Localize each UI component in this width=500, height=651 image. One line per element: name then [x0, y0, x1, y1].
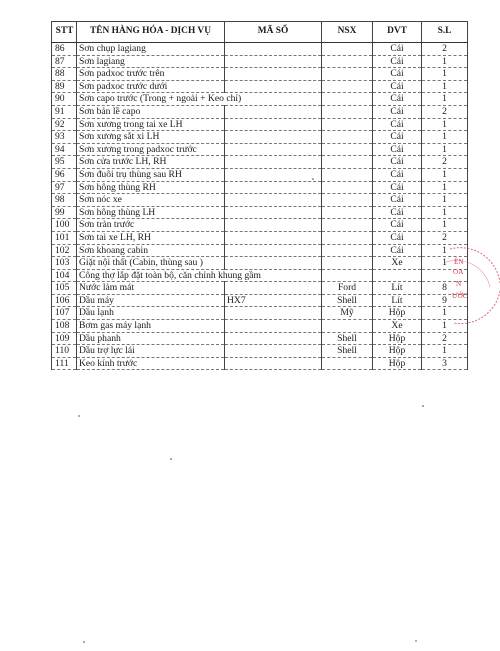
cell-sl: 1 [422, 55, 468, 68]
cell-stt: 111 [52, 357, 77, 370]
table-row [52, 80, 468, 93]
cell-code [225, 357, 322, 370]
table-row [52, 143, 468, 156]
cell-code [225, 206, 322, 219]
cell-sl: 1 [422, 168, 468, 181]
scan-speck [83, 641, 85, 643]
cell-name: Sơn lagiang [77, 55, 225, 68]
cell-nsx [322, 118, 373, 131]
items-table-body [52, 43, 468, 370]
cell-sl: 2 [422, 105, 468, 118]
cell-nsx [322, 156, 373, 169]
cell-name: Sơn nóc xe [77, 194, 225, 207]
cell-name: Sơn hông thùng LH [77, 206, 225, 219]
cell-dvt: Cái [373, 80, 422, 93]
cell-code [225, 80, 322, 93]
cell-stt: 86 [52, 43, 77, 56]
cell-dvt: Hộp [373, 332, 422, 345]
cell-stt: 94 [52, 143, 77, 156]
table-row [52, 55, 468, 68]
table-row [52, 118, 468, 131]
table-row [52, 219, 468, 232]
cell-dvt: Lít [373, 282, 422, 295]
cell-nsx [322, 80, 373, 93]
table-row [52, 43, 468, 56]
cell-stt: 107 [52, 307, 77, 320]
cell-stt: 87 [52, 55, 77, 68]
cell-code [225, 320, 322, 333]
cell-dvt: Cái [373, 93, 422, 106]
cell-stt: 95 [52, 156, 77, 169]
cell-name: Sơn tai xe LH, RH [77, 231, 225, 244]
cell-stt: 97 [52, 181, 77, 194]
table-row [52, 257, 468, 270]
cell-stt: 100 [52, 219, 77, 232]
cell-nsx [322, 105, 373, 118]
cell-stt: 110 [52, 345, 77, 358]
header-row [52, 22, 468, 43]
scan-speck [312, 178, 314, 180]
cell-dvt: Cái [373, 43, 422, 56]
cell-code [225, 156, 322, 169]
cell-dvt: Cái [373, 244, 422, 257]
cell-nsx [322, 269, 373, 282]
cell-sl: 1 [422, 219, 468, 232]
cell-stt: 109 [52, 332, 77, 345]
cell-sl [422, 269, 468, 282]
table-row [52, 345, 468, 358]
cell-nsx [322, 219, 373, 232]
cell-dvt: Hộp [373, 357, 422, 370]
cell-stt: 99 [52, 206, 77, 219]
cell-sl: 9 [422, 294, 468, 307]
table-row [52, 320, 468, 333]
cell-sl: 2 [422, 43, 468, 56]
cell-dvt: Cái [373, 68, 422, 81]
cell-sl: 1 [422, 118, 468, 131]
header-code: MÃ SỐ [225, 22, 322, 43]
cell-dvt: Cái [373, 168, 422, 181]
cell-sl: 2 [422, 332, 468, 345]
cell-code [225, 55, 322, 68]
stamp-line-1: ÊN [454, 258, 464, 266]
scan-speck [422, 405, 424, 407]
cell-name: Dầu lạnh [77, 307, 225, 320]
cell-sl: 2 [422, 156, 468, 169]
cell-sl: 1 [422, 181, 468, 194]
cell-stt: 89 [52, 80, 77, 93]
cell-dvt: Xe [373, 257, 422, 270]
cell-dvt: Cái [373, 105, 422, 118]
cell-nsx [322, 257, 373, 270]
cell-dvt: Cái [373, 55, 422, 68]
table-row [52, 282, 468, 295]
cell-nsx [322, 55, 373, 68]
cell-sl: 1 [422, 68, 468, 81]
cell-sl: 2 [422, 231, 468, 244]
cell-sl: 1 [422, 320, 468, 333]
cell-dvt: Hộp [373, 307, 422, 320]
cell-name: Sơn bản lề capo [77, 105, 225, 118]
items-table-header [52, 22, 468, 43]
table-row [52, 357, 468, 370]
cell-sl: 1 [422, 307, 468, 320]
cell-nsx: Shell [322, 332, 373, 345]
cell-code [225, 244, 322, 257]
cell-nsx [322, 320, 373, 333]
cell-stt: 101 [52, 231, 77, 244]
header-sl: S.L [422, 22, 468, 43]
table-row [52, 294, 468, 307]
items-table [51, 21, 468, 370]
cell-name: Giặt nội thất (Cabin, thùng sau ) [77, 257, 225, 270]
cell-name: Công thợ lắp đặt toàn bộ, căn chỉnh khung gầm [77, 269, 322, 282]
cell-sl: 1 [422, 131, 468, 144]
stamp-line-3: N [456, 280, 462, 288]
cell-stt: 92 [52, 118, 77, 131]
cell-name: Sơn tràn trước [77, 219, 225, 232]
header-stt: STT [52, 22, 77, 43]
cell-nsx: Shell [322, 294, 373, 307]
cell-name: Sơn xương trong padxoc trước [77, 143, 225, 156]
cell-dvt: Cái [373, 131, 422, 144]
cell-name: Sơn đuôi trụ thùng sau RH [77, 168, 225, 181]
header-dvt: DVT [373, 22, 422, 43]
cell-name: Sơn padxoc trước dưới [77, 80, 225, 93]
cell-nsx [322, 168, 373, 181]
cell-dvt: Xe [373, 320, 422, 333]
cell-name: Bơm gas máy lạnh [77, 320, 225, 333]
cell-nsx [322, 68, 373, 81]
cell-name: Sơn capo trước (Trong + ngoài + Keo chỉ) [77, 93, 322, 106]
cell-code [225, 68, 322, 81]
table-row [52, 68, 468, 81]
cell-code [225, 231, 322, 244]
scan-speck [170, 458, 172, 460]
cell-code: HX7 [225, 294, 322, 307]
table-row [52, 244, 468, 257]
cell-nsx [322, 357, 373, 370]
cell-name: Sơn chụp lagiang [77, 43, 225, 56]
cell-nsx [322, 194, 373, 207]
cell-dvt: Hộp [373, 345, 422, 358]
cell-name: Sơn xương sắt xi LH [77, 131, 225, 144]
cell-code [225, 168, 322, 181]
cell-code [225, 143, 322, 156]
cell-code [225, 43, 322, 56]
cell-nsx [322, 43, 373, 56]
cell-code [225, 181, 322, 194]
cell-name: Sơn padxoc trước trên [77, 68, 225, 81]
header-nsx: NSX [322, 22, 373, 43]
cell-code [225, 219, 322, 232]
cell-nsx: Shell [322, 345, 373, 358]
cell-name: Sơn cửa trước LH, RH [77, 156, 225, 169]
cell-dvt: Lít [373, 294, 422, 307]
cell-dvt [373, 269, 422, 282]
table-row [52, 269, 468, 282]
cell-nsx: Ford [322, 282, 373, 295]
cell-sl: 1 [422, 194, 468, 207]
cell-sl: 3 [422, 357, 468, 370]
stamp-line-4: ƯỚC [452, 292, 468, 300]
cell-nsx: Mỹ [322, 307, 373, 320]
scan-speck [415, 640, 417, 642]
cell-sl: 8 [422, 282, 468, 295]
cell-name: Dầu máy [77, 294, 225, 307]
cell-stt: 96 [52, 168, 77, 181]
table-row [52, 231, 468, 244]
cell-name: Sơn hông thùng RH [77, 181, 225, 194]
cell-code [225, 131, 322, 144]
cell-stt: 98 [52, 194, 77, 207]
cell-nsx [322, 143, 373, 156]
cell-stt: 91 [52, 105, 77, 118]
cell-sl: 1 [422, 206, 468, 219]
cell-sl: 1 [422, 345, 468, 358]
cell-sl: 1 [422, 143, 468, 156]
cell-stt: 106 [52, 294, 77, 307]
cell-dvt: Cái [373, 143, 422, 156]
table-row [52, 194, 468, 207]
stamp-line-2: OA [453, 268, 464, 276]
cell-name: Nước làm mát [77, 282, 225, 295]
cell-code [225, 282, 322, 295]
cell-code [225, 118, 322, 131]
table-row [52, 168, 468, 181]
header-name: TÊN HÀNG HÓA - DỊCH VỤ [77, 22, 225, 43]
cell-dvt: Cái [373, 219, 422, 232]
table-row [52, 206, 468, 219]
table-row [52, 105, 468, 118]
cell-stt: 103 [52, 257, 77, 270]
scan-speck [78, 415, 80, 417]
table-row [52, 181, 468, 194]
cell-stt: 108 [52, 320, 77, 333]
cell-stt: 90 [52, 93, 77, 106]
cell-nsx [322, 93, 373, 106]
cell-name: Sơn khoang cabin [77, 244, 225, 257]
cell-nsx [322, 244, 373, 257]
cell-dvt: Cái [373, 194, 422, 207]
cell-dvt: Cái [373, 206, 422, 219]
cell-code [225, 307, 322, 320]
cell-code [225, 105, 322, 118]
cell-stt: 88 [52, 68, 77, 81]
cell-nsx [322, 131, 373, 144]
cell-sl: 1 [422, 257, 468, 270]
cell-name: Keo kính trước [77, 357, 225, 370]
table-row [52, 156, 468, 169]
cell-dvt: Cái [373, 156, 422, 169]
cell-name: Dầu phanh [77, 332, 225, 345]
cell-name: Sơn xương trong tai xe LH [77, 118, 225, 131]
cell-sl: 1 [422, 93, 468, 106]
cell-nsx [322, 181, 373, 194]
table-row [52, 307, 468, 320]
cell-dvt: Cái [373, 181, 422, 194]
cell-sl: 1 [422, 80, 468, 93]
table-row [52, 131, 468, 144]
cell-stt: 93 [52, 131, 77, 144]
cell-code [225, 345, 322, 358]
cell-name: Dầu trợ lực lái [77, 345, 225, 358]
cell-dvt: Cái [373, 231, 422, 244]
cell-nsx [322, 231, 373, 244]
cell-dvt: Cái [373, 118, 422, 131]
cell-stt: 102 [52, 244, 77, 257]
table-row [52, 332, 468, 345]
cell-stt: 104 [52, 269, 77, 282]
cell-nsx [322, 206, 373, 219]
cell-stt: 105 [52, 282, 77, 295]
cell-sl: 1 [422, 244, 468, 257]
cell-code [225, 332, 322, 345]
cell-code [225, 194, 322, 207]
table-row [52, 93, 468, 106]
cell-code [225, 257, 322, 270]
